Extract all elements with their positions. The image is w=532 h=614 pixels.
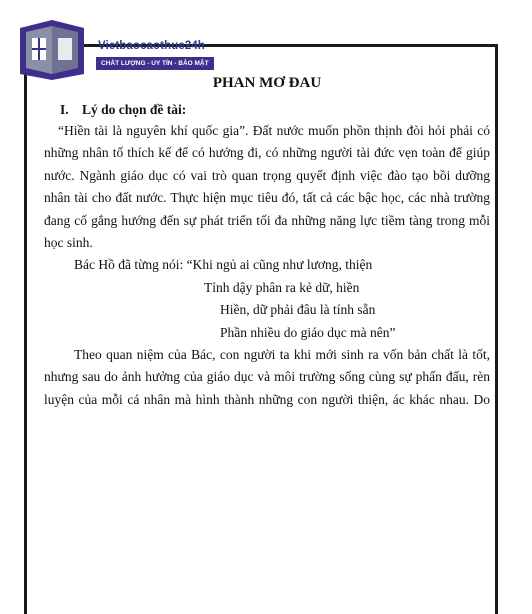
- paragraph-line: nước. Ngành giáo dục có vai trò quan trọng quyết định việc đào tạo bồi dưỡng: [44, 167, 490, 183]
- poem-line: Phần nhiều do giáo dục mà nên”: [220, 324, 396, 340]
- poem-lead-line: Bác Hồ đã từng nói: “Khi ngủ ai cũng như lương, thiện: [74, 257, 373, 273]
- document-body: [44, 72, 490, 411]
- watermark-tagline: CHẤT LƯỢNG - UY TÍN - BẢO MẬT: [96, 57, 214, 70]
- paragraph-2: [44, 344, 490, 411]
- section-title: Lý do chọn đề tài:: [82, 102, 187, 117]
- paragraph-line: Theo quan niệm của Bác, con người ta khi mới sinh ra vốn bản chất là tốt,: [74, 347, 490, 363]
- poem-line: Tỉnh dậy phân ra kẻ dữ, hiền: [204, 279, 360, 295]
- watermark-site-name: Vietbaocaothue24h: [98, 40, 205, 52]
- document-title: PHAN MƠ ĐAU: [212, 75, 322, 91]
- paragraph-line: nhưng sau do ảnh hưởng của giáo dục và môi trường sống cùng sự phấn đấu, rèn: [44, 369, 490, 385]
- paragraph-line: những nhân tố thích kế để có hướng đi, có những người tài đức vẹn toàn để giúp: [44, 145, 490, 161]
- quoted-poem: [44, 254, 490, 344]
- poem-line: Hiền, dữ phải đâu là tính sẵn: [220, 302, 376, 318]
- section-number: I.: [60, 102, 69, 117]
- paragraph-line: đang cố gắng hướng đến sự phát triển tối đa những năng lực tiềm tàng trong mỗi: [44, 212, 490, 228]
- paragraph-line: “Hiền tài là nguyên khí quốc gia”. Đất nước muốn phồn thịnh đòi hỏi phải có: [58, 123, 490, 138]
- paragraph-line: nhân tài cho đất nước. Thực hiện mục tiêu đó, tất cả các bậc học, các nhà trường: [44, 190, 490, 206]
- section-heading: [60, 100, 490, 120]
- paragraph-line: luyện của mỗi cá nhân mà hình thành những con người thiện, ác khác nhau. Do: [44, 391, 490, 407]
- paragraph-line: học sinh.: [44, 235, 93, 251]
- paragraph-1: [44, 120, 490, 254]
- book-icon: [16, 18, 88, 80]
